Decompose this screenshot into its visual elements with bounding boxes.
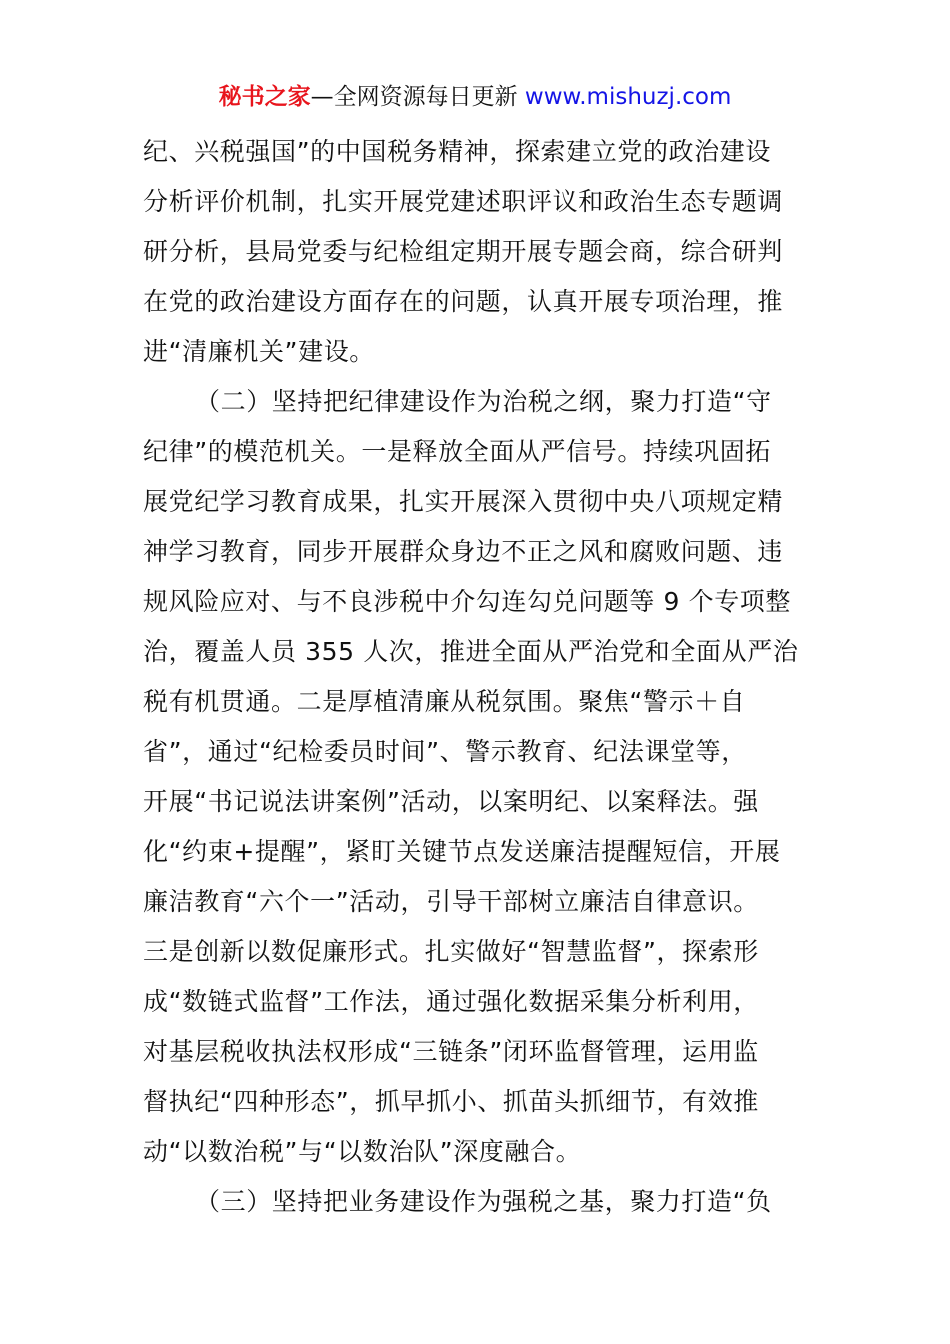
text-line: 对基层税收执法权形成“三链条”闭环监督管理，运用监 [143,1037,759,1066]
text-line: 研分析，县局党委与纪检组定期开展专题会商，综合研判 [143,237,784,266]
text-line: 规风险应对、与不良涉税中介勾连勾兑问题等 9 个专项整 [143,587,792,616]
text-line: 治，覆盖人员 355 人次，推进全面从严治党和全面从严治 [143,637,799,666]
text-line: 廉洁教育“六个一”活动，引导干部树立廉洁自律意识。 [143,887,759,916]
text-line: 神学习教育，同步开展群众身边不正之风和腐败问题、违 [143,537,784,566]
text-line: 分析评价机制，扎实开展党建述职评议和政治生态专题调 [143,187,784,216]
text-line: 开展“书记说法讲案例”活动，以案明纪、以案释法。强 [143,787,759,816]
brand-name: 秘书之家 [218,84,311,110]
site-url-link[interactable]: www.mishuzj.com [524,84,732,110]
site-header [0,80,950,114]
text-line: （三）坚持把业务建设作为强税之基，聚力打造“负 [195,1187,772,1216]
header-tagline: —全网资源每日更新 [310,84,518,110]
text-line: 进“清廉机关”建设。 [143,337,375,366]
text-line: （二）坚持把纪律建设作为治税之纲，聚力打造“守 [195,387,772,416]
text-line: 展党纪学习教育成果，扎实开展深入贯彻中央八项规定精 [143,487,784,516]
text-line: 督执纪“四种形态”，抓早抓小、抓苗头抓细节，有效推 [143,1087,759,1116]
text-line: 成“数链式监督”工作法，通过强化数据采集分析利用， [143,987,759,1016]
text-line: 三是创新以数促廉形式。扎实做好“智慧监督”，探索形 [143,937,759,966]
text-line: 在党的政治建设方面存在的问题，认真开展专项治理，推 [143,287,784,316]
text-line: 省”，通过“纪检委员时间”、警示教育、纪法课堂等， [143,737,747,766]
text-line: 动“以数治税”与“以数治队”深度融合。 [143,1137,582,1166]
text-line: 纪、兴税强国”的中国税务精神，探索建立党的政治建设 [143,137,771,166]
document-body [143,127,807,1227]
text-line: 化“约束+提醒”，紧盯关键节点发送廉洁提醒短信，开展 [143,837,781,866]
text-line: 纪律”的模范机关。一是释放全面从严信号。持续巩固拓 [143,437,771,466]
text-line: 税有机贯通。二是厚植清廉从税氛围。聚焦“警示＋自 [143,687,746,716]
